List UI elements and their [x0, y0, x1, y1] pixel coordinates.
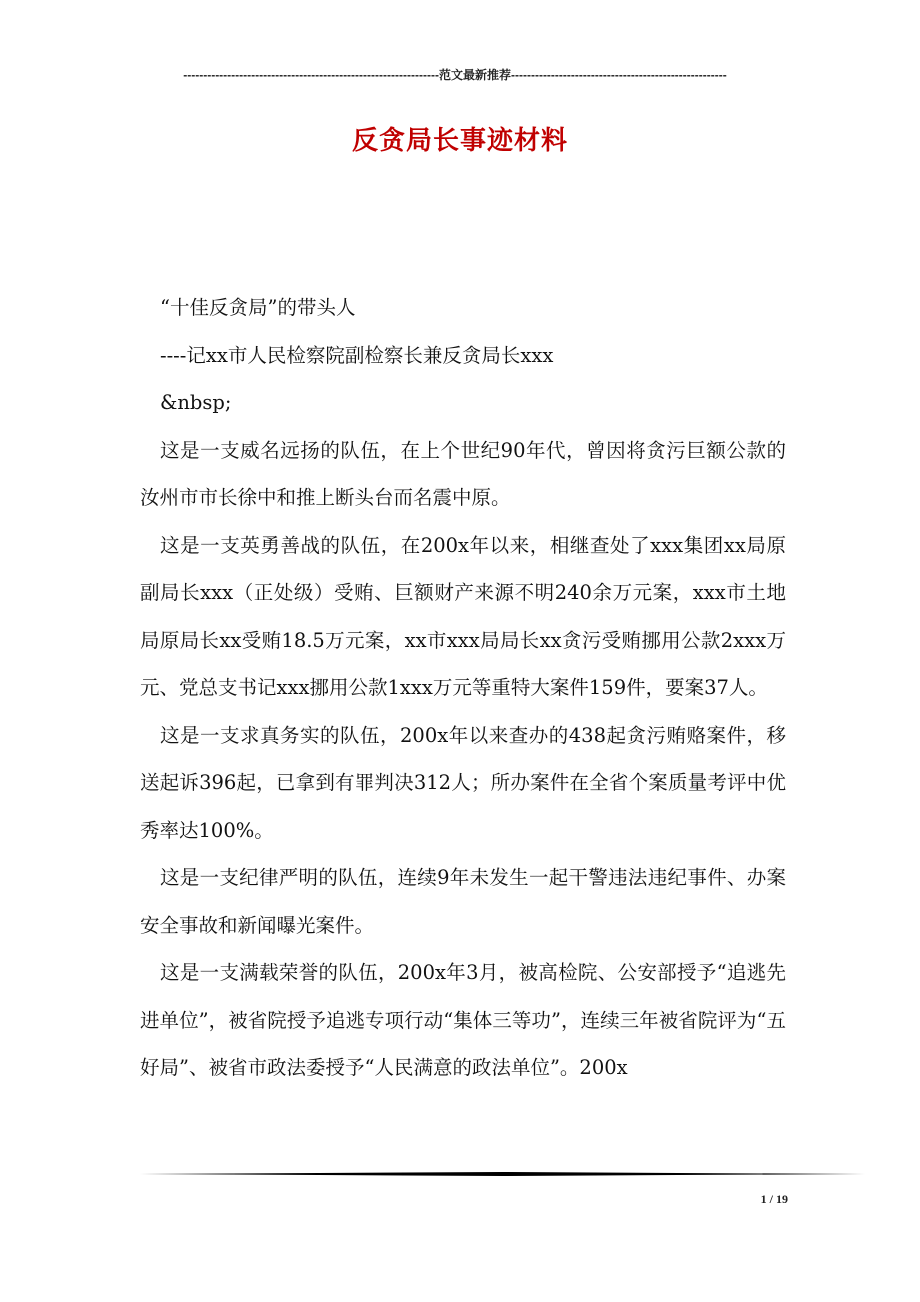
paragraph-nbsp: &nbsp; — [160, 391, 232, 414]
paragraph-honors: 这是一支满载荣誉的队伍，200x年3月，被高检院、公安部授予“追逃先进单位”，被省院授予追逃专项行动“集体三等功”，连续三年被省院评为“五好局”、被省市政法委授予“人民满意的政法单位”。200x — [140, 961, 786, 1079]
paragraph-reputation: 这是一支威名远扬的队伍，在上个世纪90年代，曾因将贪污巨额公款的汝州市市长徐中和推上断头台而名震中原。 — [140, 438, 786, 509]
paragraph-byline: ----记xx市人民检察院副检察长兼反贪局长xxx — [160, 343, 554, 367]
footer-divider — [140, 1172, 865, 1176]
header-banner: ----------------------------------------------------------------范文最新推荐------------------------------------------------------ — [183, 68, 727, 82]
paragraph-cases: 这是一支英勇善战的队伍，在200x年以来，相继查处了xxx集团xx局原副局长xxx（正处级）受贿、巨额财产来源不明240余万元案，xxx市土地局原局长xx受贿18.5万元案，xx市xxx局局长xx贪污受贿挪用公款2xxx万元、党总支书记xxx挪用公款1xxx万元等重特大案件159件，要案37人。 — [140, 533, 786, 699]
paragraph-discipline: 这是一支纪律严明的队伍，连续9年未发生一起干警违法违纪事件、办案安全事故和新闻曝光案件。 — [140, 866, 786, 937]
paragraph-subtitle: “十佳反贪局”的带头人 — [160, 296, 356, 319]
document-body — [140, 284, 786, 1092]
document-title: 反贪局长事迹材料 — [351, 126, 568, 156]
page-number: 1 / 19 — [760, 1192, 788, 1206]
paragraph-quality: 这是一支求真务实的队伍，200x年以来查办的438起贪污贿赂案件，移送起诉396起，已拿到有罪判决312人；所办案件在全省个案质量考评中优秀率达100%。 — [140, 723, 786, 842]
